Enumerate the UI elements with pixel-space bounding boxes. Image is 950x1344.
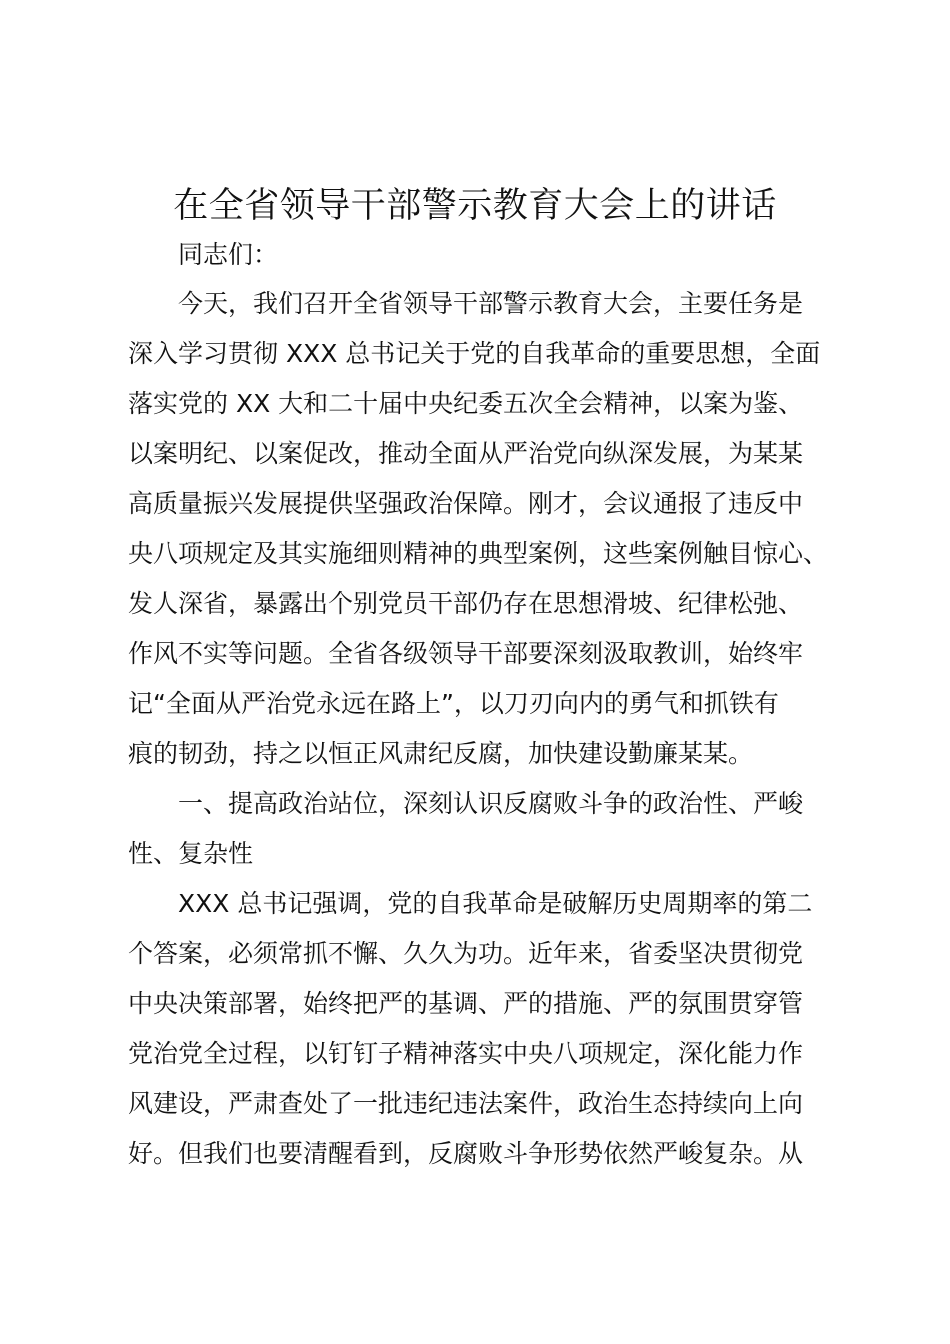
paragraph-line: 落实党的 XX 大和二十届中央纪委五次全会精神，以案为鉴、 bbox=[128, 389, 804, 418]
paragraph-line: XXX 总书记强调，党的自我革命是破解历史周期率的第二 bbox=[178, 889, 813, 918]
paragraph-line: 记“全面从严治党永远在路上”，以刀刃向内的勇气和抓铁有 bbox=[128, 689, 779, 718]
paragraph-line: 深入学习贯彻 XXX 总书记关于党的自我革命的重要思想，全面 bbox=[128, 339, 821, 368]
document-title: 在全省领导干部警示教育大会上的讲话 bbox=[173, 186, 777, 226]
salutation: 同志们： bbox=[178, 240, 279, 269]
paragraph-line: 党治党全过程，以钉钉子精神落实中央八项规定，深化能力作 bbox=[128, 1039, 804, 1068]
paragraph-line: 央八项规定及其实施细则精神的典型案例，这些案例触目惊心、 bbox=[128, 539, 829, 568]
paragraph-line: 作风不实等问题。全省各级领导干部要深刻汲取教训，始终牢 bbox=[128, 639, 804, 668]
section-heading: 一、提高政治站位，深刻认识反腐败斗争的政治性、严峻 bbox=[178, 789, 804, 818]
paragraph-line: 发人深省，暴露出个别党员干部仍存在思想滑坡、纪律松弛、 bbox=[128, 589, 804, 618]
paragraph-line: 好。但我们也要清醒看到，反腐败斗争形势依然严峻复杂。从 bbox=[128, 1139, 804, 1168]
paragraph-line: 痕的韧劲，持之以恒正风肃纪反腐，加快建设勤廉某某。 bbox=[128, 739, 754, 768]
paragraph-line: 个答案，必须常抓不懈、久久为功。近年来，省委坚决贯彻党 bbox=[128, 939, 804, 968]
paragraph-line: 风建设，严肃查处了一批违纪违法案件，政治生态持续向上向 bbox=[128, 1089, 804, 1118]
paragraph-line: 中央决策部署，始终把严的基调、严的措施、严的氛围贯穿管 bbox=[128, 989, 804, 1018]
section-heading: 性、复杂性 bbox=[128, 839, 254, 868]
paragraph-line: 高质量振兴发展提供坚强政治保障。刚才，会议通报了违反中 bbox=[128, 489, 804, 518]
paragraph-line: 以案明纪、以案促改，推动全面从严治党向纵深发展，为某某 bbox=[128, 439, 804, 468]
paragraph-line: 今天，我们召开全省领导干部警示教育大会，主要任务是 bbox=[178, 289, 804, 318]
